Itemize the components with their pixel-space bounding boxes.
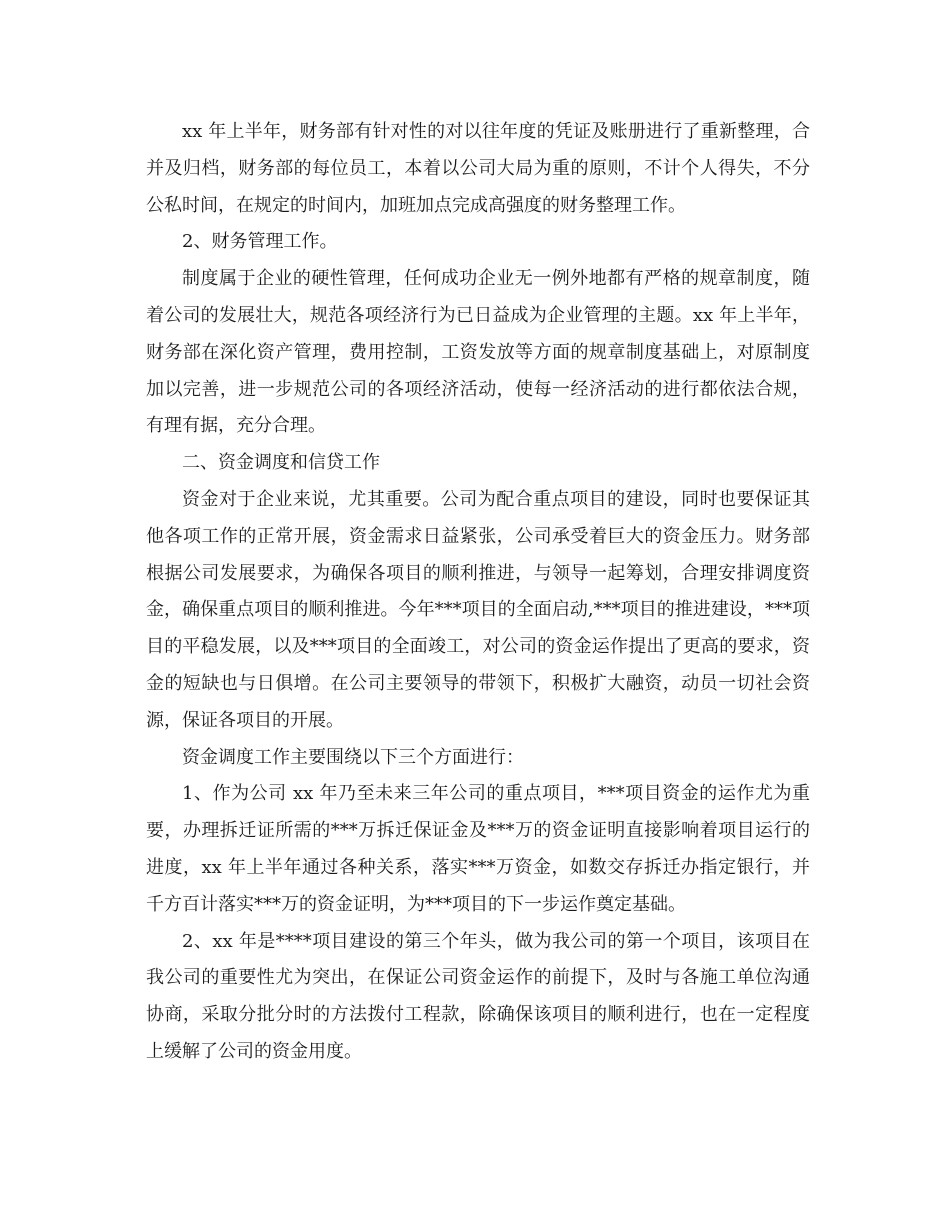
heading-financial-management: 2、财务管理工作。	[182, 231, 338, 253]
paragraph-item-2: 2、xx 年是****项目建设的第三个年头，做为我公司的第一个项目，该项目在我公司的重要性尤为突出，在保证公司资金运作的前提下，及时与各施工单位沟通协商，采取分批分时的方法拨付工程款，除确保该项目的顺利进行，也在一定程度上缓解了公司的资金用度。	[146, 930, 810, 1062]
paragraph-item-1: 1、作为公司 xx 年乃至未来三年公司的重点项目，***项目资金的运作尤为重要，办理拆迁证所需的***万拆迁保证金及***万的资金证明直接影响着项目运行的进度，xx 年上半年通过各种关系，落实***万资金，如数交存拆迁办指定银行，并千方百计落实***万的资金证明，为***项目的下一步运作奠定基础。	[146, 783, 810, 915]
paragraph-three-aspects-intro: 资金调度工作主要围绕以下三个方面进行：	[182, 746, 524, 768]
heading-fund-scheduling-credit: 二、资金调度和信贷工作	[182, 452, 380, 474]
document-body	[146, 114, 810, 1071]
paragraph-archive-reorganization: xx 年上半年，财务部有针对性的对以往年度的凭证及账册进行了重新整理，合并及归档，财务部的每位员工，本着以公司大局为重的原则，不计个人得失，不分公私时间，在规定的时间内，加班加点完成高强度的财务整理工作。	[146, 121, 810, 216]
paragraph-fund-importance: 资金对于企业来说，尤其重要。公司为配合重点项目的建设，同时也要保证其他各项工作的正常开展，资金需求日益紧张，公司承受着巨大的资金压力。财务部根据公司发展要求，为确保各项目的顺利推进，与领导一起筹划，合理安排调度资金，确保重点项目的顺利推进。今年***项目的全面启动,***项目的推进建设，***项目的平稳发展，以及***项目的全面竣工，对公司的资金运作提出了更高的要求，资金的短缺也与日俱增。在公司主要领导的带领下，积极扩大融资，动员一切社会资源，保证各项目的开展。	[146, 488, 810, 731]
paragraph-regulations: 制度属于企业的硬性管理，任何成功企业无一例外地都有严格的规章制度，随着公司的发展壮大，规范各项经济行为已日益成为企业管理的主题。xx 年上半年，财务部在深化资产管理，费用控制，工资发放等方面的规章制度基础上，对原制度加以完善，进一步规范公司的各项经济活动，使每一经济活动的进行都依法合规，有理有据，充分合理。	[146, 268, 810, 437]
